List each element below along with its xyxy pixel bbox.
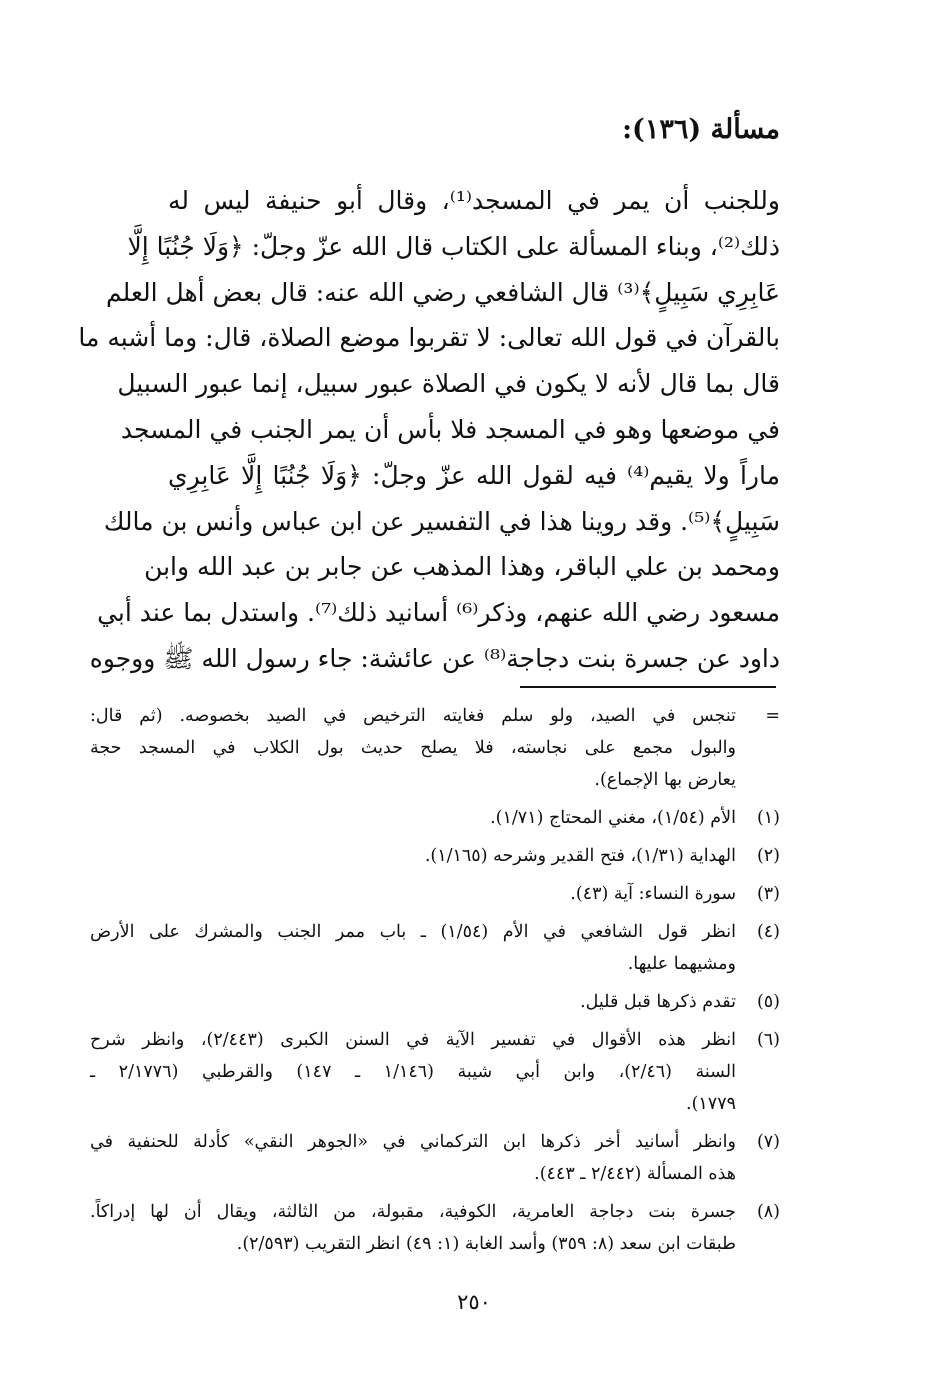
footnote-number: (٢) bbox=[756, 846, 780, 866]
body-line: في موضعها وهو في المسجد فلا بأس أن يمر الجنب في المسجد bbox=[120, 414, 780, 444]
footnote-line: انظر هذه الأقوال في تفسير الآية في السنن الكبرى (٢/٤٤٣)، وانظر شرح bbox=[90, 1030, 736, 1050]
footnote-3 bbox=[90, 878, 780, 910]
body-line: ذلك⁽²⁾، وبناء المسألة على الكتاب قال الله عزّ وجلّ: ﴿وَلَا جُنُبًا إِلَّا bbox=[127, 231, 780, 261]
footnote-continuation bbox=[90, 700, 780, 796]
footnote-line: جسرة بنت دجاجة العامرية، الكوفية، مقبولة، من الثالثة، ويقال أن لها إدراكاً. bbox=[90, 1202, 736, 1222]
footnote-number: (٨) bbox=[756, 1202, 780, 1222]
footnote-line: والبول مجمع على نجاسته، فلا يصلح حديث بول الكلاب في المسجد حجة bbox=[90, 738, 736, 758]
body-line: قال بما قال لأنه لا يكون في الصلاة عبور سبيل، إنما عبور السبيل bbox=[117, 369, 780, 399]
body-line: مسعود رضي الله عنهم، وذكر⁽⁶⁾ أسانيد ذلك⁽⁷⁾. واستدل بما عند أبي bbox=[97, 598, 780, 628]
footnote-number: (١) bbox=[756, 808, 780, 828]
body-line: عَابِرِي سَبِيلٍ﴾⁽³⁾ قال الشافعي رضي الله عنه: قال بعض أهل العلم bbox=[106, 277, 780, 307]
footnote-number: (٧) bbox=[756, 1132, 780, 1152]
footnote-line: يعارض بها الإجماع). bbox=[594, 770, 736, 790]
footnote-number: (٤) bbox=[756, 922, 780, 942]
footnote-2 bbox=[90, 840, 780, 872]
main-text bbox=[78, 178, 780, 682]
footnote-1 bbox=[90, 802, 780, 834]
footnotes bbox=[90, 700, 780, 1266]
footnote-7 bbox=[90, 1126, 780, 1190]
footnote-separator bbox=[520, 686, 776, 688]
footnote-line: انظر قول الشافعي في الأم (١/٥٤) ـ باب ممر الجنب والمشرك على الأرض bbox=[90, 922, 736, 942]
footnote-line: هذه المسألة (٢/٤٤٢ ـ ٤٤٣). bbox=[534, 1164, 736, 1184]
footnote-5 bbox=[90, 986, 780, 1018]
issue-heading: مسألة (١٣٦): bbox=[622, 114, 780, 145]
footnote-number: (٦) bbox=[756, 1030, 780, 1050]
footnote-line: طبقات ابن سعد (٨: ٣٥٩) وأسد الغابة (١: ٤٩) انظر التقريب (٢/٥٩٣). bbox=[236, 1234, 736, 1254]
footnote-line: تقدم ذكرها قبل قليل. bbox=[580, 992, 736, 1012]
footnote-line: الهداية (١/٣١)، فتح القدير وشرحه (١/١٦٥). bbox=[424, 846, 736, 866]
footnote-4 bbox=[90, 916, 780, 980]
body-line: ماراً ولا يقيم⁽⁴⁾ فيه لقول الله عزّ وجلّ: ﴿وَلَا جُنُبًا إِلَّا عَابِرِي bbox=[168, 460, 780, 490]
footnote-line: ١٧٧٩). bbox=[686, 1094, 736, 1114]
footnote-line: سورة النساء: آية (٤٣). bbox=[570, 884, 736, 904]
footnote-number: (٥) bbox=[756, 992, 780, 1012]
body-line: وللجنب أن يمر في المسجد⁽¹⁾، وقال أبو حنيفة ليس له bbox=[168, 186, 780, 215]
footnote-number: (٣) bbox=[756, 884, 780, 904]
footnote-line: الأم (١/٥٤)، مغني المحتاج (١/٧١). bbox=[490, 808, 736, 828]
footnote-line: تنجس في الصيد، ولو سلم فغايته الترخيص في الصيد بخصوصه. (ثم قال: bbox=[90, 706, 736, 726]
footnote-marker: = bbox=[765, 706, 780, 726]
footnote-6 bbox=[90, 1024, 780, 1120]
footnote-line: ومشيهما عليها. bbox=[627, 954, 736, 974]
body-line: سَبِيلٍ﴾⁽⁵⁾. وقد روينا هذا في التفسير عن ابن عباس وأنس بن مالك bbox=[103, 506, 780, 536]
body-line: ومحمد بن علي الباقر، وهذا المذهب عن جابر بن عبد الله وابن bbox=[144, 552, 780, 582]
footnote-8 bbox=[90, 1196, 780, 1260]
footnote-line: وانظر أسانيد أخر ذكرها ابن التركماني في «الجوهر النقي» كأدلة للحنفية في bbox=[90, 1132, 736, 1152]
footnote-line: السنة (٢/٤٦)، وابن أبي شيبة (١/١٤٦ ـ ١٤٧) والقرطبي (٢/١٧٧٦ ـ bbox=[90, 1062, 736, 1082]
body-line: بالقرآن في قول الله تعالى: لا تقربوا موضع الصلاة، قال: وما أشبه ما bbox=[78, 323, 780, 353]
body-line: داود عن جسرة بنت دجاجة⁽⁸⁾ عن عائشة: جاء رسول الله ﷺ ووجوه bbox=[89, 643, 780, 673]
page-number: ٢٥٠ bbox=[457, 1290, 491, 1314]
